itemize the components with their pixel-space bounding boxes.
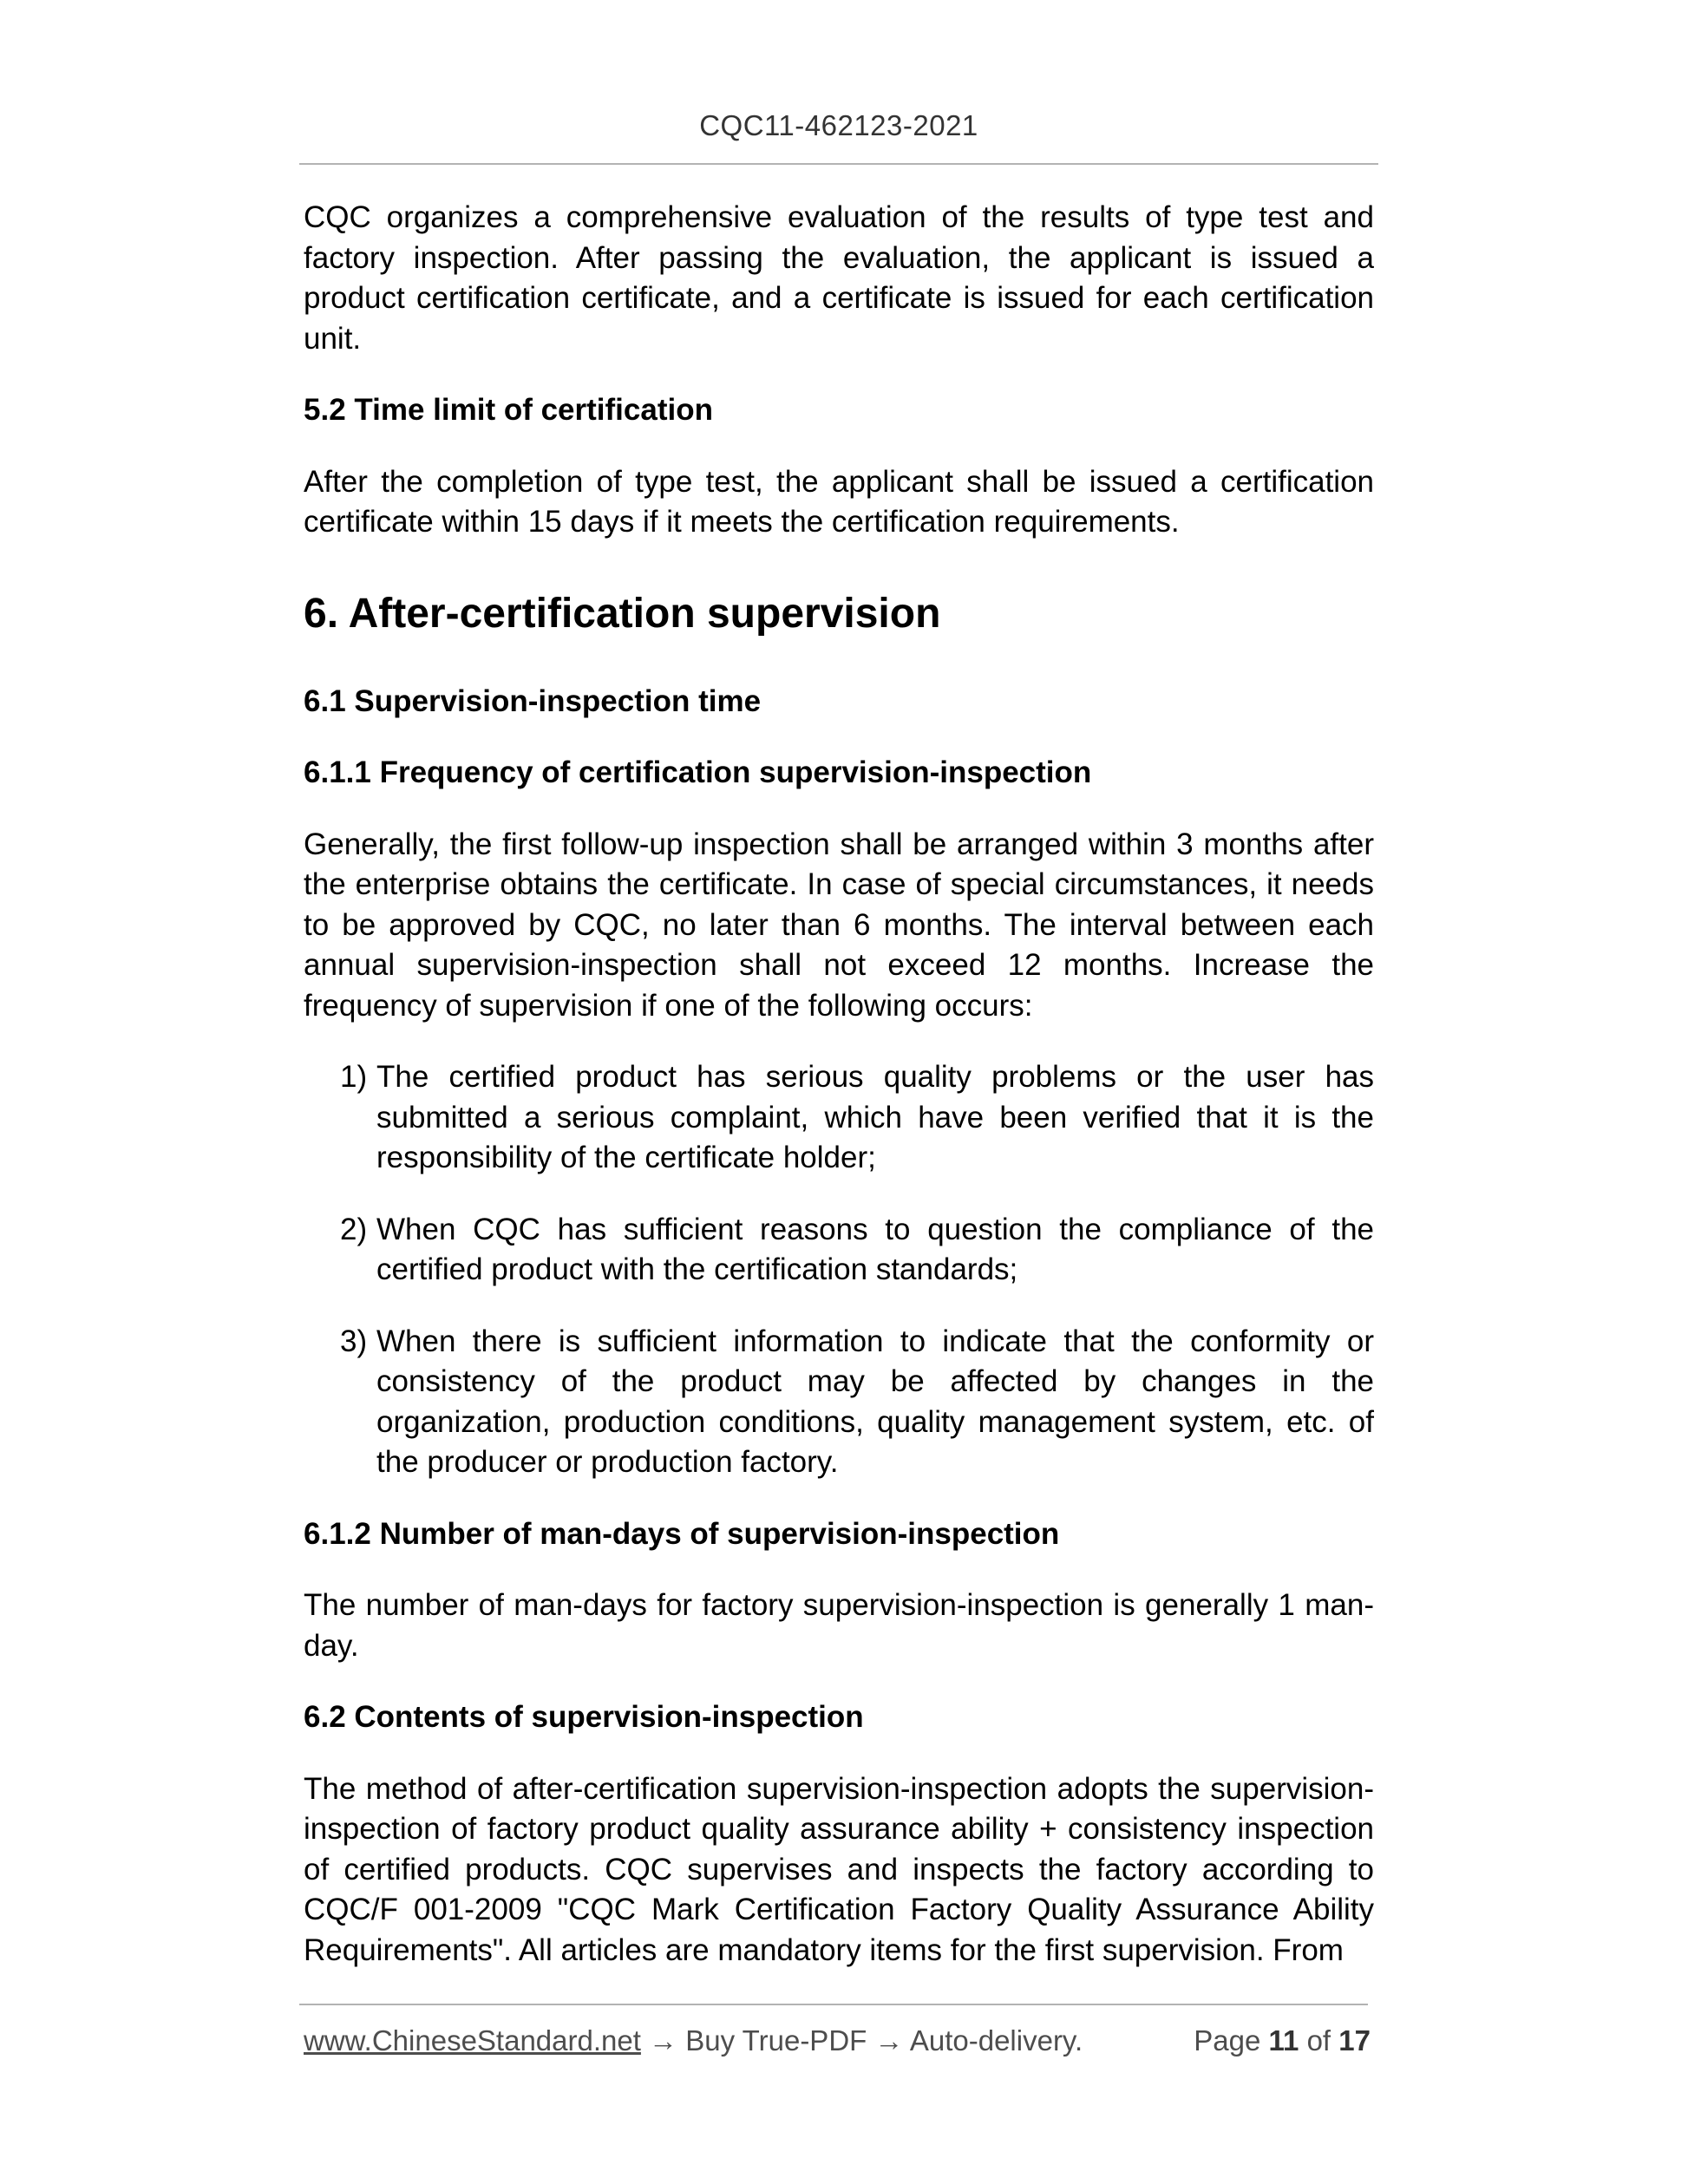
header-divider	[299, 163, 1378, 165]
chinesestandard-link[interactable]: www.ChineseStandard.net	[304, 2024, 641, 2056]
page-current: 11	[1268, 2024, 1299, 2056]
supervision-frequency-list	[304, 1057, 1374, 1483]
list-item-text: When there is sufficient information to indicate that the conformity or consistency of the product may be affected by changes in the organization, production conditions, quality management system, etc. of the producer or production factory.	[376, 1324, 1374, 1479]
page-number	[1194, 2024, 1371, 2057]
list-item	[304, 1210, 1374, 1291]
list-item-number: 2)	[340, 1212, 368, 1246]
section-5-2-heading: 5.2 Time limit of certification	[304, 393, 713, 427]
section-5-2-paragraph: After the completion of type test, the applicant shall be issued a certification certificate within 15 days if it meets the certification requirements.	[304, 464, 1374, 539]
page-label: Page	[1194, 2024, 1261, 2056]
buy-true-pdf-text: Buy True-PDF	[685, 2024, 867, 2056]
section-6-1-1-paragraph: Generally, the first follow-up inspection shall be arranged within 3 months after the enterprise obtains the certificate. In case of special circumstances, it needs to be approved by CQC, no later than 6 months. The interval between each annual supervision-inspection shall not exceed 12 months. Increase the frequency of supervision if one of the following occurs:	[304, 827, 1374, 1023]
section-6-2-heading: 6.2 Contents of supervision-inspection	[304, 1700, 864, 1734]
auto-delivery-text: Auto-delivery.	[909, 2024, 1083, 2056]
page-header-doc-id: CQC11-462123-2021	[699, 109, 978, 141]
document-body	[304, 198, 1374, 1971]
list-item-text: The certified product has serious quality problems or the user has submitted a serious complaint, which have been verified that it is the responsibility of the certificate holder;	[376, 1060, 1374, 1174]
page-footer	[304, 2024, 1371, 2057]
of-label: of	[1306, 2024, 1331, 2056]
section-6-2-paragraph: The method of after-certification supervision-inspection adopts the supervision-inspection of factory product quality assurance ability + consistency inspection of certified products. CQC supervises and inspects the factory according to CQC/F 001-2009 "CQC Mark Certification Factory Quality Assurance Ability Requirements". All articles are mandatory items for the first supervision. From	[304, 1771, 1374, 1967]
list-item-number: 1)	[340, 1060, 368, 1094]
footer-divider	[299, 2004, 1368, 2005]
list-item	[304, 1057, 1374, 1179]
arrow-right-icon: →	[874, 2024, 904, 2056]
section-6-1-2-heading: 6.1.2 Number of man-days of supervision-inspection	[304, 1516, 1060, 1551]
section-6-heading: 6. After-certification supervision	[304, 590, 941, 637]
section-6-1-heading: 6.1 Supervision-inspection time	[304, 683, 762, 718]
section-6-1-2-paragraph: The number of man-days for factory supervision-inspection is generally 1 man-day.	[304, 1588, 1374, 1663]
arrow-right-icon: →	[649, 2024, 678, 2056]
list-item-text: When CQC has sufficient reasons to question the compliance of the certified product with the certification standards;	[376, 1212, 1374, 1286]
intro-paragraph: CQC organizes a comprehensive evaluation of the results of type test and factory inspection. After passing the evaluation, the applicant is issued a product certification certificate, and a certificate is issued for each certification unit.	[304, 200, 1374, 356]
section-6-1-1-heading: 6.1.1 Frequency of certification supervision-inspection	[304, 755, 1092, 789]
page-total: 17	[1338, 2024, 1371, 2056]
list-item-number: 3)	[340, 1324, 368, 1358]
list-item	[304, 1322, 1374, 1483]
